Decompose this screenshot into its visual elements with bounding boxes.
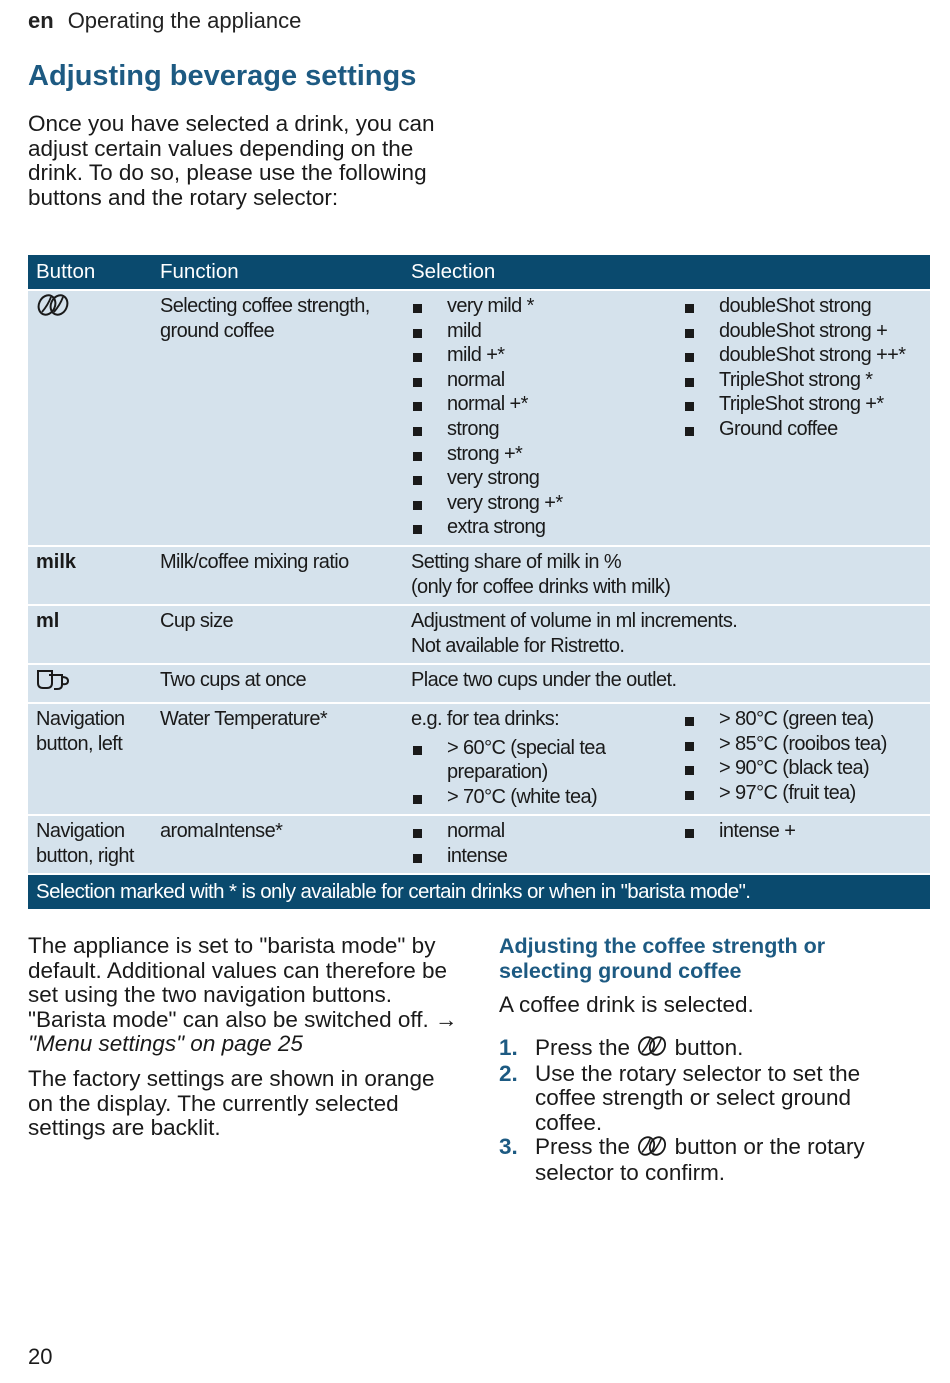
function-cell: aromaIntense* bbox=[160, 820, 283, 843]
list-item: mild +* bbox=[411, 343, 683, 368]
selection-list-left bbox=[411, 294, 683, 540]
right-column bbox=[499, 934, 919, 1186]
button-cell bbox=[28, 291, 160, 545]
function-cell: Milk/coffee mixing ratio bbox=[160, 550, 349, 573]
selection-cell bbox=[411, 816, 930, 873]
selection-line: (only for coffee drinks with milk) bbox=[411, 575, 671, 598]
function-cell: Cup size bbox=[160, 610, 234, 633]
selection-line: Setting share of milk in % bbox=[411, 550, 622, 573]
function-cell: Two cups at once bbox=[160, 669, 307, 692]
table-row bbox=[28, 663, 930, 702]
step-item bbox=[499, 1135, 919, 1185]
selection-cell bbox=[411, 606, 930, 663]
table-row bbox=[28, 604, 930, 663]
list-item: normal bbox=[411, 819, 683, 844]
list-item: > 80°C (green tea) bbox=[683, 707, 930, 732]
selection-cell bbox=[411, 704, 930, 814]
barista-mode-text: The appliance is set to "barista mode" by default. Additional values can therefore be set using the two navigation buttons. "Barista mode" can also be switched off. bbox=[28, 933, 448, 1032]
button-cell: Navigation button, right bbox=[36, 820, 134, 867]
precondition-text: A coffee drink is selected. bbox=[499, 992, 754, 1018]
section-name: Operating the appliance bbox=[67, 8, 302, 33]
selection-cell bbox=[411, 547, 930, 604]
table-footnote: Selection marked with * is only available for certain drinks or when in "barista mode". bbox=[28, 873, 930, 909]
step-text: Press the bbox=[535, 1134, 631, 1160]
list-item: > 97°C (fruit tea) bbox=[683, 781, 930, 806]
section-heading: Adjusting the coffee strength or selecting ground coffee bbox=[499, 934, 826, 983]
coffee-beans-icon bbox=[636, 1136, 668, 1162]
list-item: strong bbox=[411, 417, 683, 442]
selection-cell bbox=[411, 291, 930, 545]
selection-list-right bbox=[683, 707, 930, 809]
language-code: en bbox=[28, 8, 54, 33]
button-cell bbox=[28, 665, 160, 702]
intro-paragraph: Once you have selected a drink, you can adjust certain values depending on the drink. To do so, please use the following buttons and the rotary selector: bbox=[28, 111, 435, 210]
step-text: Use the rotary selector to set the coffee strength or select ground coffee. bbox=[535, 1060, 861, 1135]
list-item: doubleShot strong bbox=[683, 294, 930, 319]
list-item: > 85°C (rooibos tea) bbox=[683, 732, 930, 757]
button-cell: milk bbox=[36, 550, 77, 573]
list-item: normal bbox=[411, 368, 683, 393]
steps-list bbox=[499, 1036, 919, 1186]
selection-line: Adjustment of volume in ml increments. bbox=[411, 610, 738, 633]
arrow-icon: → bbox=[435, 1006, 458, 1032]
selection-list-right bbox=[683, 294, 930, 540]
left-column bbox=[28, 934, 458, 1151]
page-title: Adjusting beverage settings bbox=[28, 60, 417, 92]
selection-cell bbox=[411, 665, 930, 702]
list-item: > 60°C (special tea preparation) bbox=[411, 736, 673, 785]
step-text: Press the bbox=[535, 1034, 631, 1060]
selection-line: Not available for Ristretto. bbox=[411, 634, 625, 657]
table-header bbox=[28, 255, 930, 289]
table-row bbox=[28, 545, 930, 604]
table-row bbox=[28, 814, 930, 873]
button-cell: ml bbox=[36, 610, 60, 633]
step-item bbox=[499, 1062, 919, 1136]
header-function: Function bbox=[160, 260, 239, 283]
list-item: TripleShot strong * bbox=[683, 368, 930, 393]
selection-list-left bbox=[411, 819, 683, 868]
selection-line: Place two cups under the outlet. bbox=[411, 669, 677, 692]
barista-mode-paragraph bbox=[28, 934, 458, 1057]
coffee-beans-icon bbox=[636, 1036, 668, 1062]
selection-list-left bbox=[411, 736, 673, 810]
step-text: button. bbox=[674, 1034, 744, 1060]
list-item: extra strong bbox=[411, 515, 683, 540]
factory-settings-paragraph: The factory settings are shown in orange on the display. The currently selected settings are backlit. bbox=[28, 1065, 435, 1141]
header-button: Button bbox=[36, 260, 96, 283]
selection-list-right bbox=[683, 819, 930, 868]
table-row bbox=[28, 289, 930, 545]
header-selection: Selection bbox=[411, 260, 496, 283]
list-item: intense + bbox=[683, 819, 930, 844]
list-item: intense bbox=[411, 844, 683, 869]
step-number: 1. bbox=[499, 1034, 518, 1060]
list-item: TripleShot strong +* bbox=[683, 392, 930, 417]
step-text: button or the rotary selector to confirm. bbox=[535, 1134, 865, 1186]
list-item: normal +* bbox=[411, 392, 683, 417]
settings-table bbox=[28, 255, 930, 909]
selection-lead: e.g. for tea drinks: bbox=[411, 707, 560, 730]
table-row bbox=[28, 702, 930, 814]
step-item bbox=[499, 1036, 919, 1062]
step-number: 2. bbox=[499, 1060, 518, 1086]
function-cell: Water Temperature* bbox=[160, 707, 328, 730]
step-number: 3. bbox=[499, 1134, 518, 1160]
list-item: strong +* bbox=[411, 442, 683, 467]
list-item: very strong +* bbox=[411, 491, 683, 516]
two-cups-icon bbox=[36, 668, 70, 697]
running-header bbox=[28, 8, 301, 34]
page-number: 20 bbox=[28, 1344, 53, 1369]
coffee-beans-icon bbox=[36, 294, 70, 323]
list-item: doubleShot strong ++* bbox=[683, 343, 930, 368]
list-item: > 90°C (black tea) bbox=[683, 756, 930, 781]
list-item: mild bbox=[411, 319, 683, 344]
button-cell: Navigation button, left bbox=[36, 707, 125, 755]
page-reference-link[interactable]: "Menu settings" on page 25 bbox=[28, 1031, 303, 1057]
list-item: very strong bbox=[411, 466, 683, 491]
list-item: Ground coffee bbox=[683, 417, 930, 442]
list-item: doubleShot strong + bbox=[683, 319, 930, 344]
list-item: very mild * bbox=[411, 294, 683, 319]
list-item: > 70°C (white tea) bbox=[411, 785, 673, 810]
function-cell: Selecting coffee strength, ground coffee bbox=[160, 295, 370, 342]
